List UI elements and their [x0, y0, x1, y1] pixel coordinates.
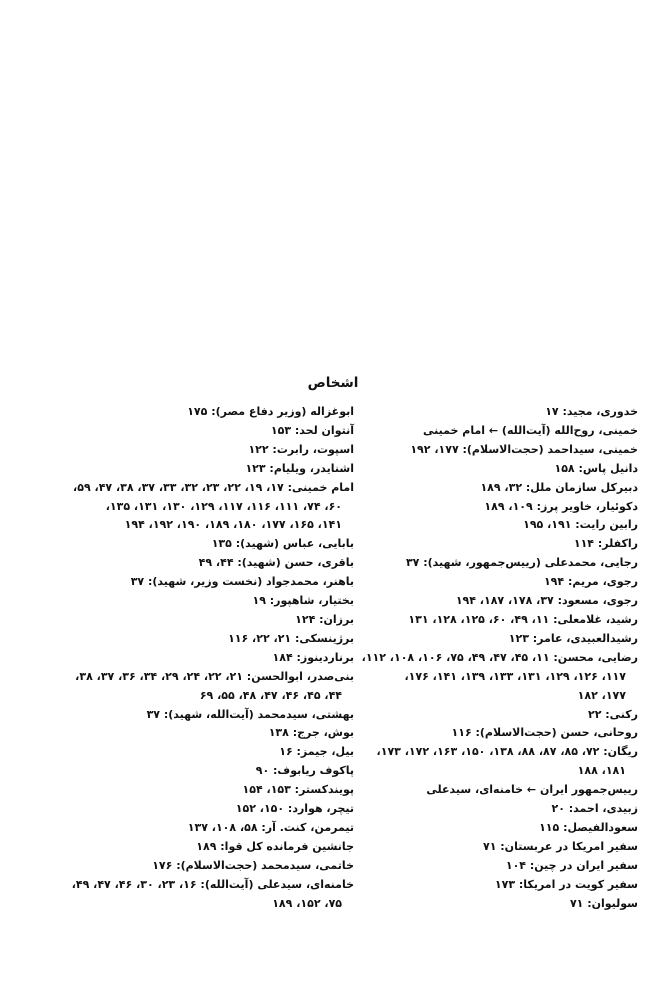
index-entry: [322, 800, 638, 819]
index-entry-line: سفیر ایران در چین: ۱۰۴: [505, 858, 638, 872]
index-entry: [24, 573, 354, 592]
index-entry: [24, 630, 354, 649]
index-entry: [322, 838, 638, 857]
index-entry: [322, 630, 638, 649]
index-entry-line: باقری، حسن (شهید): ۴۴، ۴۹: [198, 556, 354, 570]
index-entry-line: سفیر کویت در امریکا: ۱۷۳: [494, 877, 638, 891]
index-entry-line: بابایی، عباس (شهید): ۱۳۵: [211, 537, 354, 551]
index-entry: [322, 460, 638, 479]
index-entry-line: بختیار، شاهپور: ۱۹: [252, 594, 354, 608]
index-entry: [24, 762, 354, 781]
index-entry-continuation: ۱۸۱، ۱۸۸: [577, 764, 626, 778]
index-entry-line: رجوی، مسعود: ۳۷، ۱۷۸، ۱۸۷، ۱۹۴: [455, 594, 638, 608]
index-entry-line: خامنه‌ای، سیدعلی (آیت‌الله): ۱۶، ۲۳، ۳۰، ۴۶، ۴۷، ۴۹،: [71, 877, 354, 891]
index-entry-line: راکفلر: ۱۱۴: [573, 537, 638, 551]
index-entry: [322, 498, 638, 517]
index-entry-line: جانشین فرمانده کل قوا: ۱۸۹: [196, 839, 354, 853]
index-entry: [322, 857, 638, 876]
index-entry: [322, 649, 638, 706]
index-entry-line: رشید، غلامعلی: ۱۱، ۴۹، ۶۰، ۱۲۵، ۱۲۸، ۱۳۱: [408, 612, 638, 626]
index-entry: [322, 422, 638, 441]
index-entry: [322, 516, 638, 535]
index-entry-line: سولیوان: ۷۱: [569, 896, 638, 910]
index-entry: [24, 441, 354, 460]
index-entry-line: دانیل پاس: ۱۵۸: [554, 461, 638, 475]
index-entry: [24, 422, 354, 441]
index-entry-line: برزان: ۱۲۴: [295, 612, 354, 626]
index-entry-line: بیل، جیمز: ۱۶: [279, 745, 354, 759]
index-entry-continuation: ۱۷۷، ۱۸۲: [577, 688, 626, 702]
index-entry: [24, 857, 354, 876]
index-entry-line: اسپوت، رابرت: ۱۲۲: [248, 442, 354, 456]
index-entry: [322, 403, 638, 422]
index-entry-line: خاتمی، سیدمحمد (حجت‌الاسلام): ۱۷۶: [152, 858, 354, 872]
index-entry-line: خمینی، روح‌الله (آیت‌الله) ← امام خمینی: [423, 423, 638, 437]
index-entry: [24, 876, 354, 914]
index-entry-continuation: ۷۵، ۱۵۲، ۱۸۹: [272, 896, 342, 910]
index-entry: [322, 706, 638, 725]
index-entry: [24, 611, 354, 630]
index-entry: [322, 895, 638, 914]
index-entry-line: آنتوان لحد: ۱۵۳: [270, 423, 354, 437]
index-entry: [24, 838, 354, 857]
index-entry: [24, 460, 354, 479]
index-entry: [24, 706, 354, 725]
index-entry: [24, 479, 354, 536]
index-entry: [24, 781, 354, 800]
index-entry-line: زبیدی، احمد: ۲۰: [551, 802, 638, 816]
index-entry: [24, 743, 354, 762]
index-entry: [24, 554, 354, 573]
index-entry-line: دکوئیار، خاویر پرز: ۱۰۹، ۱۸۹: [484, 499, 638, 513]
index-entry: [322, 535, 638, 554]
index-entry-line: بوش، جرج: ۱۳۸: [268, 726, 354, 740]
index-entry: [24, 649, 354, 668]
index-entry-continuation: ۶۰، ۷۴، ۱۱۱، ۱۱۶، ۱۱۷، ۱۲۹، ۱۳۰، ۱۳۱، ۱۳۵،: [105, 499, 342, 513]
index-entry-line: روحانی، حسن (حجت‌الاسلام): ۱۱۶: [451, 726, 638, 740]
index-entry-line: خدوری، مجید: ۱۷: [545, 405, 638, 418]
index-entry: [24, 800, 354, 819]
index-entry-line: سعودالفیصل: ۱۱۵: [539, 820, 638, 834]
index-entry-line: خمینی، سیداحمد (حجت‌الاسلام): ۱۷۷، ۱۹۲: [410, 442, 638, 456]
index-entry-line: سفیر امریکا در عربستان: ۷۱: [483, 839, 638, 853]
index-entry-line: ابوغزاله (وزیر دفاع مصر): ۱۷۵: [187, 405, 354, 418]
index-entry: [24, 403, 354, 422]
index-column-left: [322, 403, 638, 913]
index-entry-line: رابین رایت: ۱۹۱، ۱۹۵: [523, 518, 638, 532]
index-entry: [24, 819, 354, 838]
index-entry-line: تیمرمن، کنت. آر: ۵۸، ۱۰۸، ۱۳۷: [187, 820, 354, 834]
index-entry: [24, 668, 354, 706]
index-entry-line: رجایی، محمدعلی (رییس‌جمهور، شهید): ۳۷: [405, 556, 638, 570]
index-entry: [322, 724, 638, 743]
index-entry-line: برژینسکی: ۲۱، ۲۲، ۱۱۶: [228, 631, 354, 645]
index-entry: [322, 554, 638, 573]
index-entry-line: برناردینوز: ۱۸۴: [272, 650, 354, 664]
index-entry-continuation: ۱۴۱، ۱۶۵، ۱۷۷، ۱۸۰، ۱۸۹، ۱۹۰، ۱۹۲، ۱۹۴: [124, 518, 342, 532]
index-entry: [24, 592, 354, 611]
index-entry-line: امام خمینی: ۱۷، ۱۹، ۲۲، ۲۳، ۳۲، ۳۳، ۳۷، ۳۸، ۴۷، ۵۹،: [73, 480, 354, 494]
index-entry-continuation: ۴۴، ۴۵، ۴۶، ۴۷، ۴۸، ۵۵، ۶۹: [199, 688, 342, 702]
index-entry-line: تیچر، هوارد: ۱۵۰، ۱۵۲: [235, 802, 354, 816]
index-entry-line: رییس‌جمهور ایران ← خامنه‌ای، سیدعلی: [426, 783, 638, 797]
index-entry-line: پاکوف ریابوف: ۹۰: [255, 764, 354, 778]
index-entry: [322, 479, 638, 498]
index-entry: [322, 592, 638, 611]
index-entry: [322, 743, 638, 781]
index-entry-line: اشنایدر، ویلیام: ۱۲۳: [245, 461, 354, 475]
index-entry: [322, 876, 638, 895]
index-entry-line: رجوی، مریم: ۱۹۴: [543, 575, 638, 589]
index-column-right: [24, 403, 354, 913]
index-entry: [24, 724, 354, 743]
index-entry: [322, 781, 638, 800]
index-entry: [322, 573, 638, 592]
index-entry-line: رشیدالعبیدی، عامر: ۱۲۳: [508, 631, 638, 645]
index-entry-line: پویندکستر: ۱۵۳، ۱۵۴: [242, 783, 354, 797]
index-entry-line: باهنر، محمدجواد (نخست وزیر، شهید): ۳۷: [130, 575, 354, 589]
index-entry: [24, 535, 354, 554]
index-entry: [322, 819, 638, 838]
index-entry-line: دبیرکل سازمان ملل: ۳۲، ۱۸۹: [480, 480, 638, 494]
index-entry-continuation: ۱۱۷، ۱۲۶، ۱۲۹، ۱۳۱، ۱۳۳، ۱۳۹، ۱۴۱، ۱۷۶،: [404, 669, 626, 683]
index-entry-line: بنی‌صدر، ابوالحسن: ۲۱، ۲۲، ۲۴، ۲۹، ۳۴، ۳۶، ۳۷، ۳۸،: [75, 669, 354, 683]
index-entry-line: بهشتی، سیدمحمد (آیت‌الله، شهید): ۳۷: [146, 707, 354, 721]
index-entry-line: رضایی، محسن: ۱۱، ۴۵، ۴۷، ۴۹، ۷۵، ۱۰۶، ۱۰۸، ۱۱۲،: [361, 650, 638, 664]
index-entry-line: رکنی: ۲۲: [587, 707, 638, 721]
index-entry-line: ریگان: ۷۲، ۸۵، ۸۷، ۸۸، ۱۳۸، ۱۵۰، ۱۶۳، ۱۷۲، ۱۷۳،: [376, 745, 638, 759]
index-entry: [322, 611, 638, 630]
index-entry: [322, 441, 638, 460]
index-heading: اشخاص: [307, 375, 359, 391]
